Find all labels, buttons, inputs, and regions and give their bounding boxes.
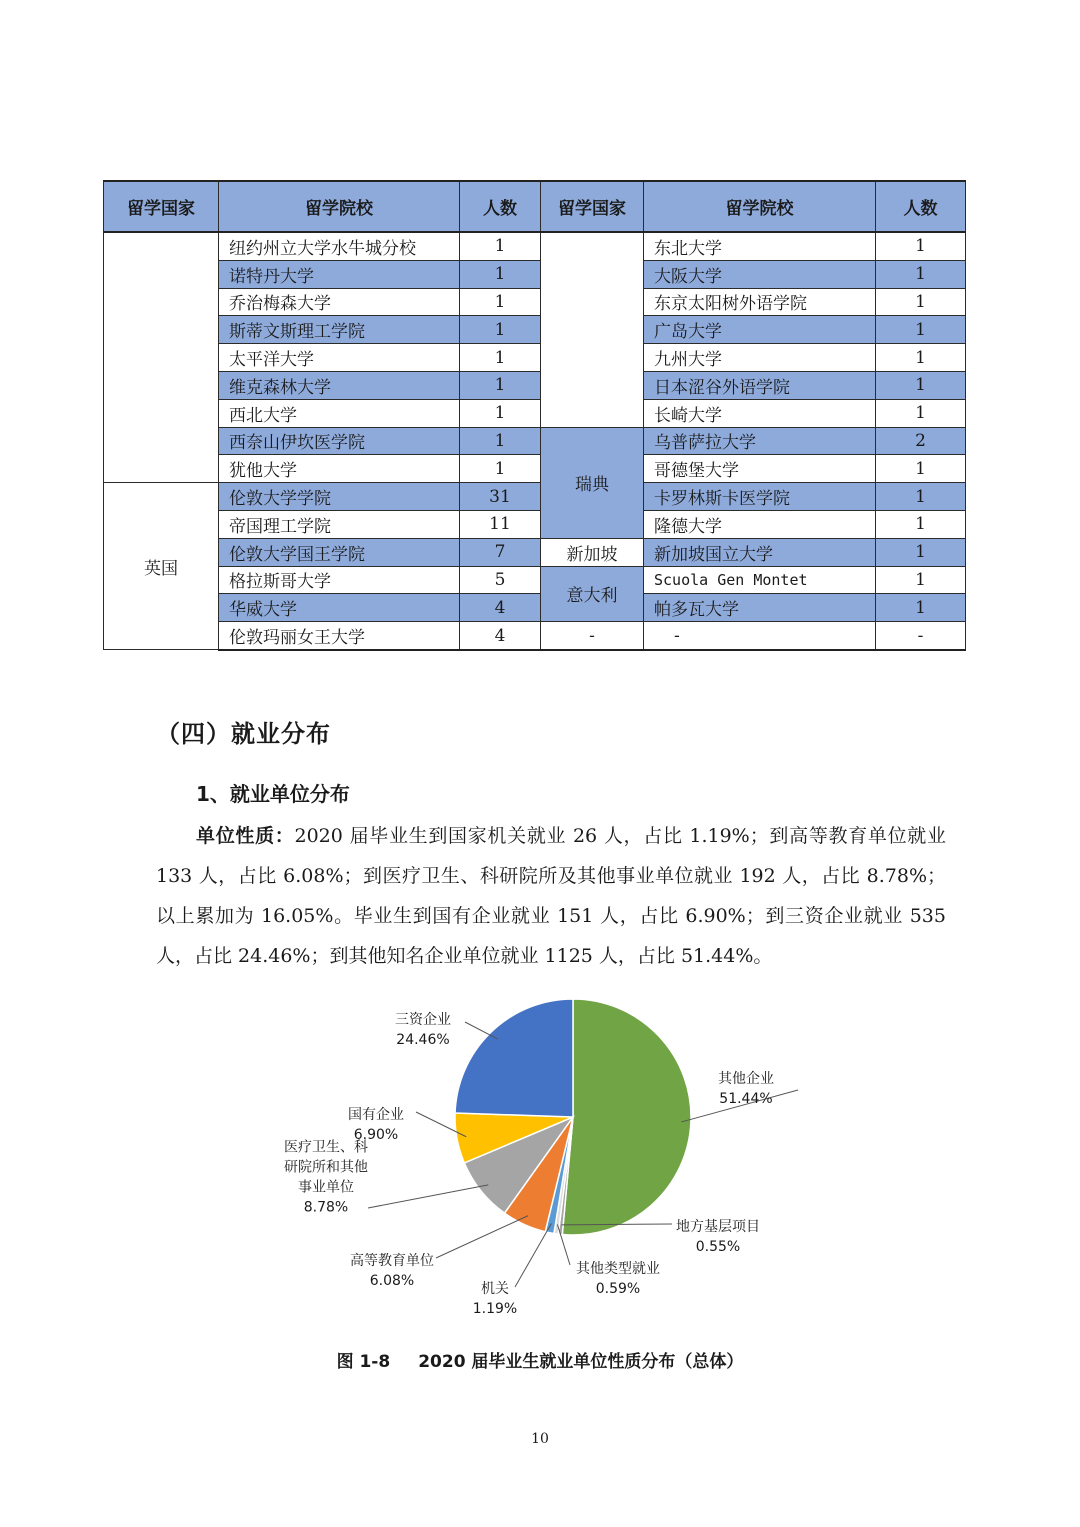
slice-label: 国有企业 6.90% (348, 1107, 404, 1143)
count-cell: 1 (460, 288, 541, 316)
school-cell: 九州大学 (644, 344, 876, 372)
table-row (104, 288, 966, 316)
school-cell: 广岛大学 (644, 316, 876, 344)
table-row (104, 455, 966, 483)
school-cell: 大阪大学 (644, 260, 876, 288)
school-cell: 新加坡国立大学 (644, 538, 876, 566)
slice-label: 机关 1.19% (472, 1281, 518, 1317)
count-cell: 7 (460, 538, 541, 566)
count-cell: 1 (876, 316, 966, 344)
pie-slice (455, 999, 573, 1117)
table-header-row (104, 181, 966, 232)
school-cell: 华威大学 (219, 594, 460, 622)
count-cell: 2 (876, 427, 966, 455)
table-row (104, 594, 966, 622)
slice-label: 其他企业 51.44% (718, 1071, 774, 1107)
study-abroad-table (103, 180, 966, 651)
school-cell: 哥德堡大学 (644, 455, 876, 483)
school-cell: 东京太阳树外语学院 (644, 288, 876, 316)
school-cell: - (644, 622, 876, 650)
school-cell: 隆德大学 (644, 510, 876, 538)
table-row (104, 427, 966, 455)
table-row (104, 344, 966, 372)
header-count-right: 人数 (876, 181, 966, 232)
count-cell: 1 (460, 260, 541, 288)
count-cell: 1 (460, 427, 541, 455)
leader-line (515, 1223, 551, 1287)
count-cell: 4 (460, 594, 541, 622)
country-cell-japan (541, 232, 644, 427)
count-cell: 1 (876, 232, 966, 260)
school-cell: 西北大学 (219, 399, 460, 427)
school-cell: 东北大学 (644, 232, 876, 260)
count-cell: 1 (876, 566, 966, 594)
table-row (104, 622, 966, 650)
page-number: 10 (531, 1431, 549, 1447)
table-row (104, 232, 966, 260)
school-cell: 卡罗林斯卡医学院 (644, 483, 876, 511)
header-country-left: 留学国家 (104, 181, 219, 232)
school-cell: 帕多瓦大学 (644, 594, 876, 622)
slice-label: 三资企业 24.46% (395, 1012, 451, 1048)
school-cell: 斯蒂文斯理工学院 (219, 316, 460, 344)
count-cell: 1 (876, 538, 966, 566)
school-cell: 维克森林大学 (219, 371, 460, 399)
header-school-left: 留学院校 (219, 181, 460, 232)
country-cell-sweden: 瑞典 (541, 427, 644, 538)
table-row (104, 483, 966, 511)
figure-title: 2020 届毕业生就业单位性质分布（总体） (418, 1352, 744, 1372)
school-cell: 西奈山伊坎医学院 (219, 427, 460, 455)
school-cell: 帝国理工学院 (219, 510, 460, 538)
table-row (104, 316, 966, 344)
school-cell: Scuola Gen Montet (644, 566, 876, 594)
count-cell: 1 (876, 371, 966, 399)
school-cell: 伦敦大学学院 (219, 483, 460, 511)
table-row (104, 538, 966, 566)
pie-slice (562, 999, 691, 1235)
slice-label: 高等教育单位 6.08% (350, 1253, 434, 1289)
slice-label: 地方基层项目 0.55% (676, 1219, 760, 1255)
sub-heading: 1、就业单位分布 (196, 782, 350, 806)
school-cell: 日本涩谷外语学院 (644, 371, 876, 399)
leader-line (368, 1185, 488, 1208)
school-cell: 诺特丹大学 (219, 260, 460, 288)
country-cell-none: - (541, 622, 644, 650)
school-cell: 乌普萨拉大学 (644, 427, 876, 455)
body-paragraph (156, 816, 946, 976)
employment-pie-chart (240, 995, 840, 1335)
count-cell: 11 (460, 510, 541, 538)
school-cell: 太平洋大学 (219, 344, 460, 372)
count-cell: 1 (876, 399, 966, 427)
paragraph-lead: 单位性质： (196, 825, 295, 847)
count-cell: 1 (460, 455, 541, 483)
count-cell: 31 (460, 483, 541, 511)
paragraph-text: 2020 届毕业生到国家机关就业 26 人，占比 1.19%；到高等教育单位就业 133 人，占比 6.08%；到医疗卫生、科研院所及其他事业单位就业 192 人，占比 8.78%；以上累加为 16.05%。毕业生到国有企业就业 151 人，占比 6.90%；到三资企业就业 535 人，占比 24.46%；到其他知名企业单位就业 1125 人，占比 51.44%。 (156, 825, 946, 967)
count-cell: 4 (460, 622, 541, 650)
count-cell: 1 (460, 232, 541, 260)
count-cell: 1 (460, 344, 541, 372)
country-cell-usa (104, 232, 219, 483)
school-cell: 犹他大学 (219, 455, 460, 483)
count-cell: 1 (876, 510, 966, 538)
school-cell: 伦敦玛丽女王大学 (219, 622, 460, 650)
count-cell: 5 (460, 566, 541, 594)
figure-number: 图 1-8 (336, 1352, 391, 1372)
slice-label: 其他类型就业 0.59% (576, 1261, 660, 1297)
table-row (104, 371, 966, 399)
count-cell: 1 (876, 344, 966, 372)
count-cell: 1 (460, 316, 541, 344)
header-country-right: 留学国家 (541, 181, 644, 232)
table-row (104, 510, 966, 538)
count-cell: 1 (876, 483, 966, 511)
country-cell-singapore: 新加坡 (541, 538, 644, 566)
school-cell: 乔治梅森大学 (219, 288, 460, 316)
school-cell: 长崎大学 (644, 399, 876, 427)
school-cell: 格拉斯哥大学 (219, 566, 460, 594)
country-cell-uk: 英国 (104, 483, 219, 650)
count-cell: 1 (876, 455, 966, 483)
count-cell: 1 (876, 594, 966, 622)
figure-caption (0, 1347, 1080, 1372)
count-cell: 1 (460, 371, 541, 399)
slice-label: 医疗卫生、科研院所和其他事业单位 8.78% (284, 1139, 368, 1216)
leader-line (436, 1216, 528, 1258)
section-heading: （四）就业分布 (156, 720, 331, 748)
table-row (104, 566, 966, 594)
count-cell: 1 (460, 399, 541, 427)
table-row (104, 260, 966, 288)
header-count-left: 人数 (460, 181, 541, 232)
count-cell: - (876, 622, 966, 650)
header-school-right: 留学院校 (644, 181, 876, 232)
count-cell: 1 (876, 260, 966, 288)
country-cell-italy: 意大利 (541, 566, 644, 622)
count-cell: 1 (876, 288, 966, 316)
table-row (104, 399, 966, 427)
school-cell: 伦敦大学国王学院 (219, 538, 460, 566)
school-cell: 纽约州立大学水牛城分校 (219, 232, 460, 260)
